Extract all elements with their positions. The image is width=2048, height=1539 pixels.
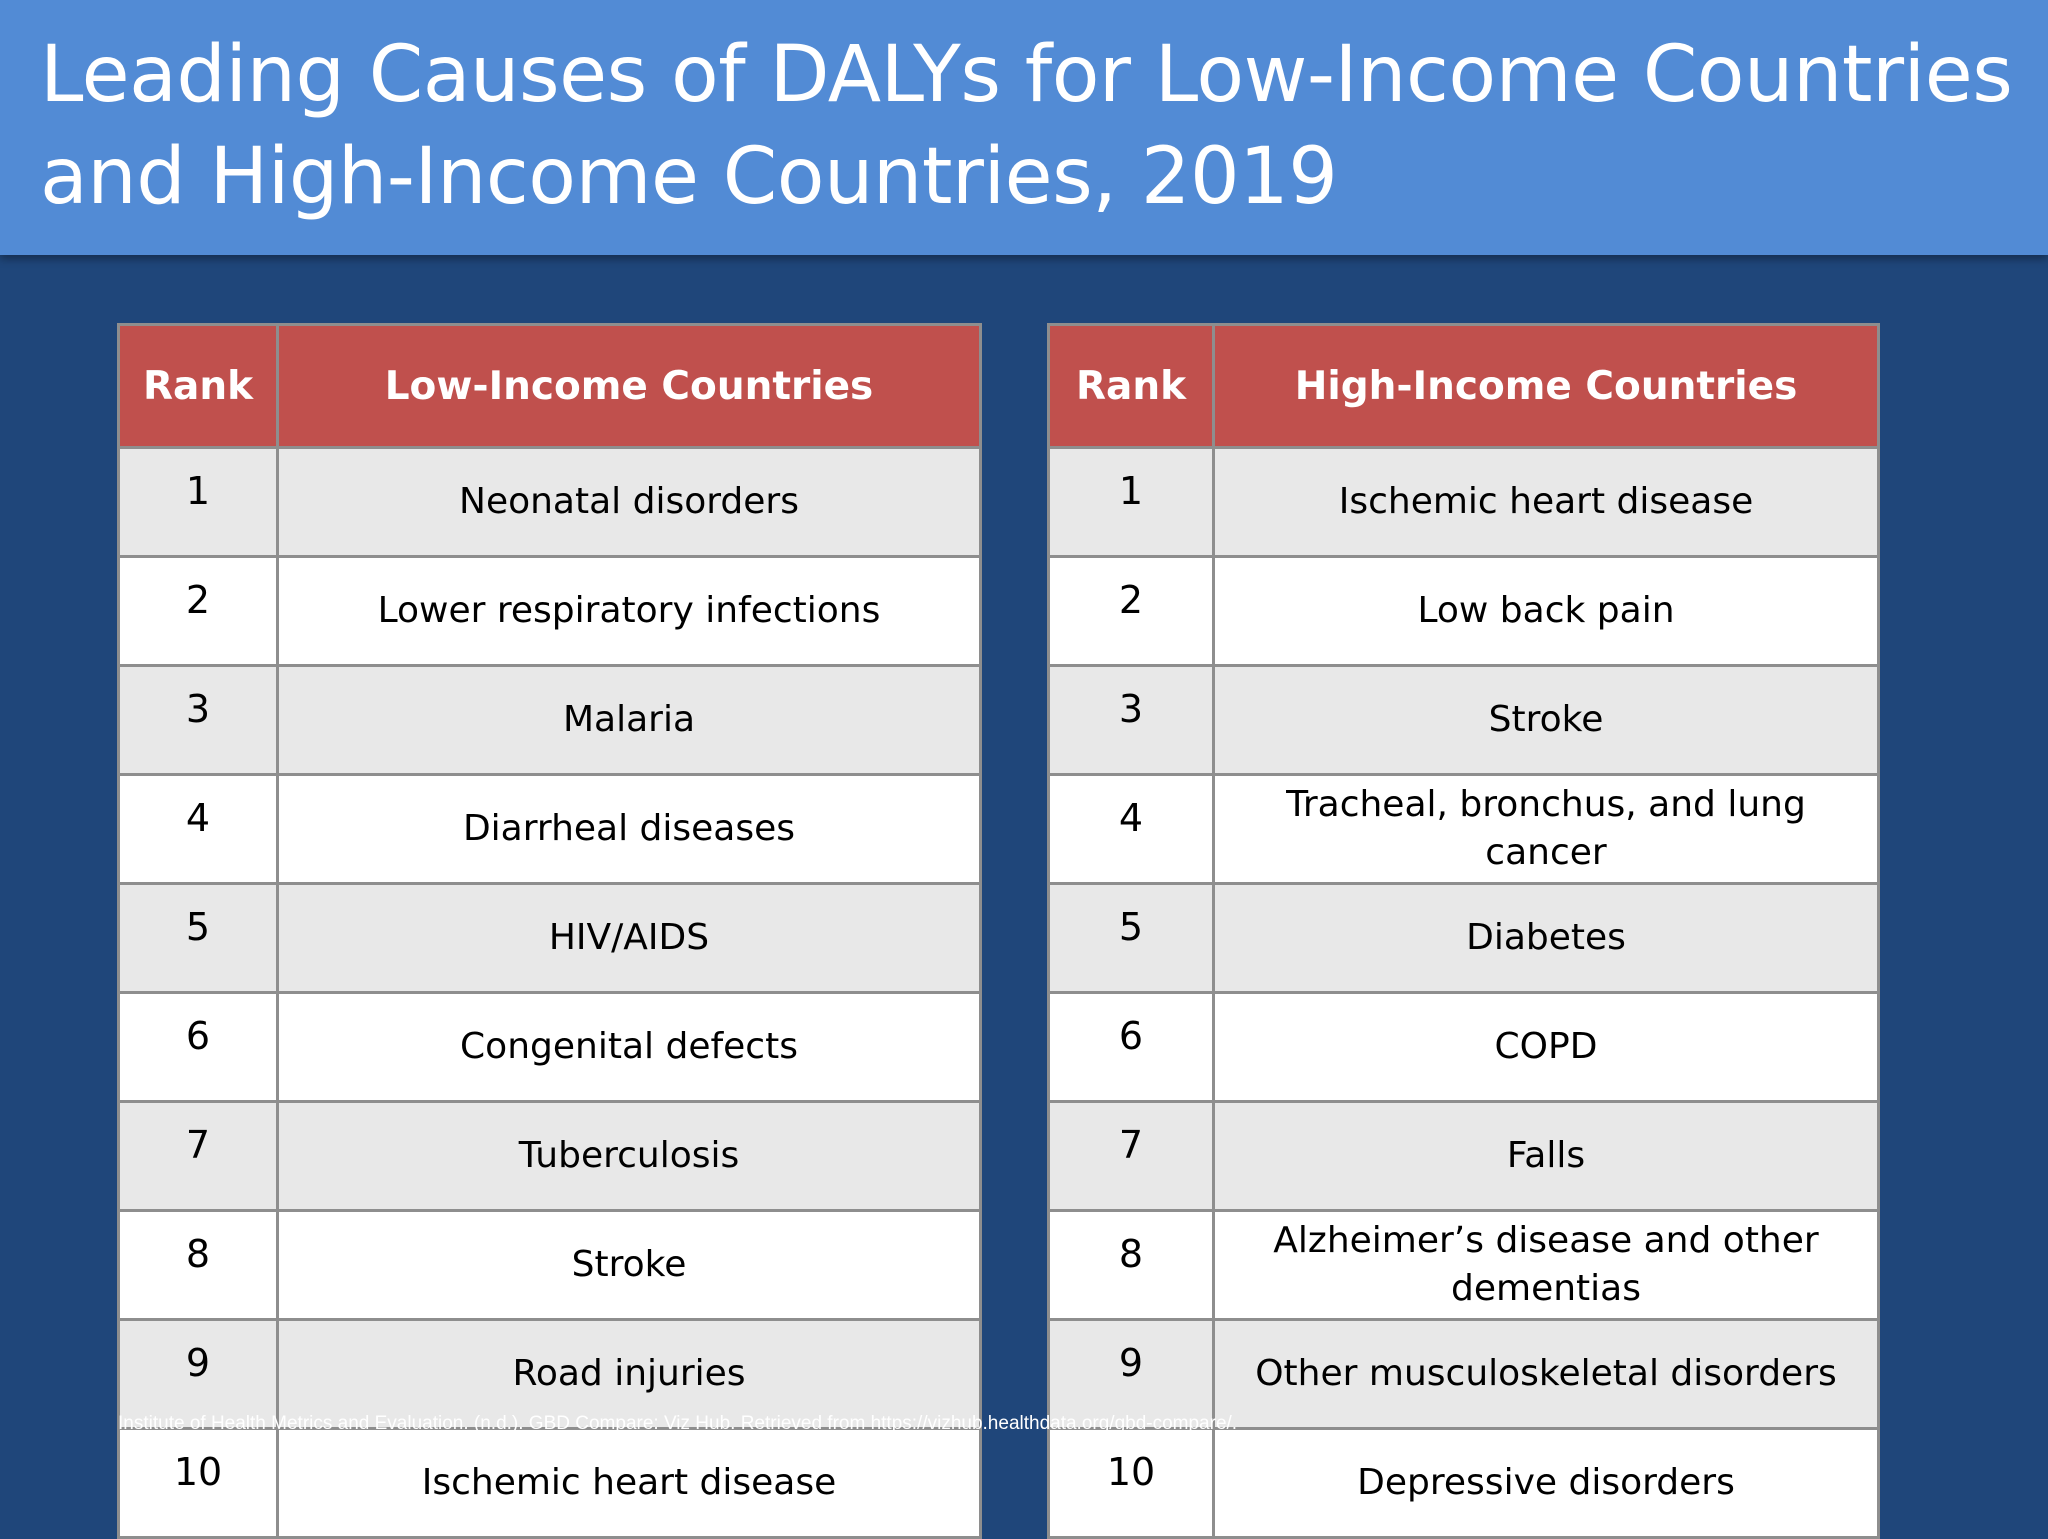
cause-cell: HIV/AIDS (278, 884, 981, 993)
rank-cell: 2 (119, 557, 278, 666)
table-row (119, 775, 981, 884)
table-row (119, 557, 981, 666)
table-row (1049, 557, 1879, 666)
rank-cell: 8 (119, 1211, 278, 1320)
table-row (119, 448, 981, 557)
cause-cell: Alzheimer’s disease and other dementias (1214, 1211, 1879, 1320)
rank-header: Rank (1049, 325, 1214, 448)
cause-cell: Neonatal disorders (278, 448, 981, 557)
cause-cell: Diabetes (1214, 884, 1879, 993)
cause-cell: Tuberculosis (278, 1102, 981, 1211)
rank-cell: 8 (1049, 1211, 1214, 1320)
cause-cell: Lower respiratory infections (278, 557, 981, 666)
table-row (1049, 884, 1879, 993)
table-row (119, 993, 981, 1102)
table-row (1049, 666, 1879, 775)
cause-cell: Tracheal, bronchus, and lung cancer (1214, 775, 1879, 884)
table-row (119, 666, 981, 775)
table-row (1049, 448, 1879, 557)
table-row (1049, 993, 1879, 1102)
table-row (1049, 1102, 1879, 1211)
table-row (119, 1102, 981, 1211)
table-row (1049, 1429, 1879, 1538)
cause-cell: Ischemic heart disease (1214, 448, 1879, 557)
cause-cell: Other musculoskeletal disorders (1214, 1320, 1879, 1429)
cause-cell: Low back pain (1214, 557, 1879, 666)
table-row (119, 884, 981, 993)
rank-cell: 2 (1049, 557, 1214, 666)
table-header-row (119, 325, 981, 448)
rank-cell: 7 (1049, 1102, 1214, 1211)
rank-cell: 4 (1049, 775, 1214, 884)
rank-cell: 3 (1049, 666, 1214, 775)
rank-cell: 7 (119, 1102, 278, 1211)
title-bar (0, 0, 2048, 255)
high-income-header: High-Income Countries (1214, 325, 1879, 448)
rank-cell: 6 (1049, 993, 1214, 1102)
rank-cell: 1 (1049, 448, 1214, 557)
cause-cell: Depressive disorders (1214, 1429, 1879, 1538)
table-row (119, 1211, 981, 1320)
cause-cell: Diarrheal diseases (278, 775, 981, 884)
cause-cell: Ischemic heart disease (278, 1429, 981, 1538)
rank-cell: 5 (119, 884, 278, 993)
rank-header: Rank (119, 325, 278, 448)
rank-cell: 10 (119, 1429, 278, 1538)
cause-cell: COPD (1214, 993, 1879, 1102)
cause-cell: Falls (1214, 1102, 1879, 1211)
table-row (119, 1429, 981, 1538)
cause-cell: Congenital defects (278, 993, 981, 1102)
rank-cell: 5 (1049, 884, 1214, 993)
cause-cell: Stroke (1214, 666, 1879, 775)
low-income-table (117, 323, 982, 1539)
low-income-header: Low-Income Countries (278, 325, 981, 448)
rank-cell: 3 (119, 666, 278, 775)
rank-cell: 4 (119, 775, 278, 884)
rank-cell: 9 (1049, 1320, 1214, 1429)
rank-cell: 10 (1049, 1429, 1214, 1538)
rank-cell: 9 (119, 1320, 278, 1429)
cause-cell: Stroke (278, 1211, 981, 1320)
rank-cell: 1 (119, 448, 278, 557)
cause-cell: Malaria (278, 666, 981, 775)
rank-cell: 6 (119, 993, 278, 1102)
slide-title: Leading Causes of DALYs for Low-Income Countries and High-Income Countries, 2019 (40, 30, 2013, 222)
table-header-row (1049, 325, 1879, 448)
table-row (1049, 1211, 1879, 1320)
high-income-table (1047, 323, 1880, 1539)
source-citation: Institute of Health Metrics and Evaluation. (n.d.). GBD Compare: Viz Hub. Retrieved from https://vizhub.healthdata.org/gbd-compare/. (118, 1413, 1238, 1434)
cause-cell: Road injuries (278, 1320, 981, 1429)
table-row (1049, 775, 1879, 884)
